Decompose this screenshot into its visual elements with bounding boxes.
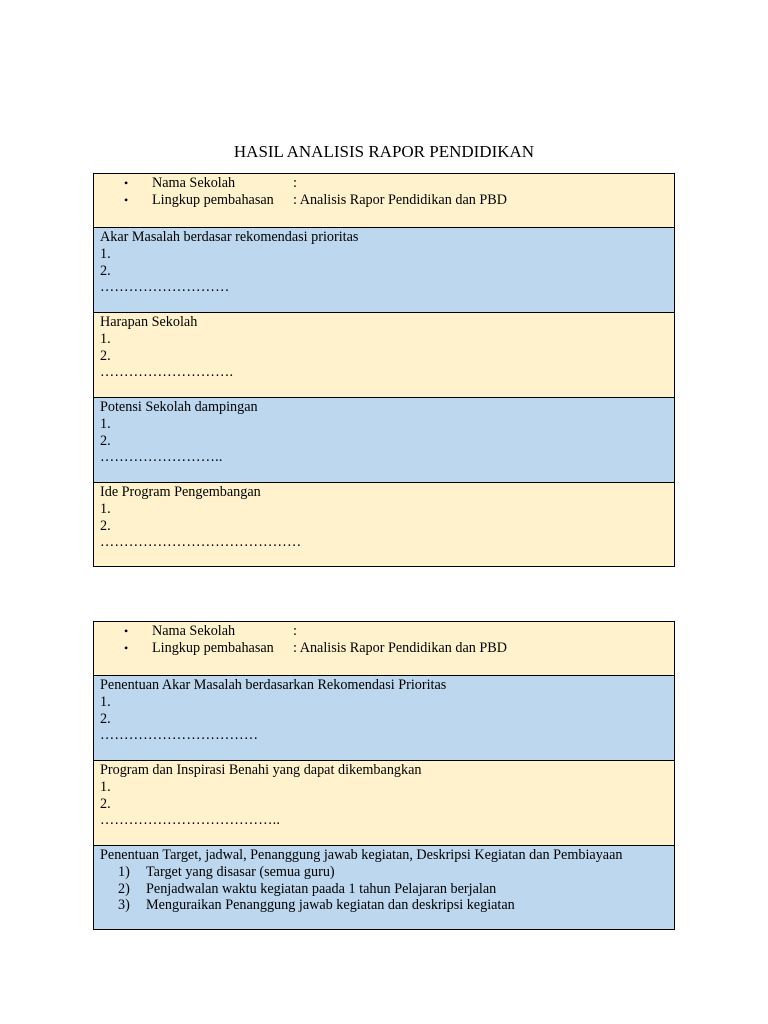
list-item: 2.	[100, 347, 111, 364]
bullet-icon: •	[124, 624, 129, 638]
list-item: 1.	[100, 500, 111, 517]
section-heading: Program dan Inspirasi Benahi yang dapat dikembangkan	[100, 762, 422, 778]
scope-item	[100, 192, 668, 209]
bullet-icon: •	[124, 176, 129, 190]
school-name-value: :	[293, 623, 297, 639]
section-heading: Akar Masalah berdasar rekomendasi prioritas	[100, 229, 359, 245]
scope-value: : Analisis Rapor Pendidikan dan PBD	[293, 191, 507, 208]
school-info-cell	[94, 622, 674, 675]
list-item: 2.	[100, 795, 111, 812]
scope-label: Lingkup pembahasan	[152, 639, 274, 656]
list-item: 1.	[100, 778, 111, 795]
section-school-expectations	[94, 312, 674, 397]
list-item: 2.	[100, 262, 111, 279]
school-name-label: Nama Sekolah	[152, 623, 236, 639]
list-item: 2.	[100, 710, 111, 727]
school-name-item	[100, 175, 668, 192]
section-root-cause-determination	[94, 675, 674, 760]
list-item	[118, 897, 668, 914]
list-number: 1)	[118, 863, 130, 880]
document-title: HASIL ANALISIS RAPOR PENDIDIKAN	[233, 142, 535, 161]
scope-item	[100, 640, 668, 657]
list-item: 1.	[100, 330, 111, 347]
section-targets-schedule	[94, 845, 674, 929]
fill-in-dots: ……………………………	[100, 727, 259, 744]
numbered-list	[100, 864, 668, 914]
school-name-label: Nama Sekolah	[152, 175, 236, 191]
bullet-icon: •	[124, 192, 129, 207]
fill-in-dots: ……………………………………	[100, 534, 302, 551]
section-school-potential	[94, 397, 674, 482]
bullet-icon: •	[124, 640, 129, 655]
list-text: Penjadwalan waktu kegiatan paada 1 tahun Pelajaran berjalan	[146, 880, 497, 897]
section-program-ideas	[94, 482, 674, 566]
scope-label: Lingkup pembahasan	[152, 191, 274, 208]
analysis-table-2	[93, 621, 675, 930]
section-heading: Potensi Sekolah dampingan	[100, 399, 258, 415]
list-item: 1.	[100, 245, 111, 262]
fill-in-dots: ………………………	[100, 279, 230, 296]
list-item: 1.	[100, 693, 111, 710]
school-info-cell	[94, 174, 674, 227]
list-item: 1.	[100, 415, 111, 432]
list-item: 2.	[100, 517, 111, 534]
list-number: 3)	[118, 897, 130, 914]
list-item	[118, 881, 668, 898]
school-name-item	[100, 623, 668, 640]
section-heading: Penentuan Akar Masalah berdasarkan Rekomendasi Prioritas	[100, 677, 447, 693]
fill-in-dots: ………………………………..	[100, 812, 281, 829]
list-text: Menguraikan Penanggung jawab kegiatan dan deskripsi kegiatan	[146, 897, 515, 914]
analysis-table-1	[93, 173, 675, 567]
scope-value: : Analisis Rapor Pendidikan dan PBD	[293, 639, 507, 656]
section-heading: Harapan Sekolah	[100, 314, 198, 330]
list-number: 2)	[118, 880, 130, 897]
list-item: 2.	[100, 432, 111, 449]
section-heading: Ide Program Pengembangan	[100, 484, 261, 500]
section-root-cause	[94, 227, 674, 312]
fill-in-dots: ……………………….	[100, 364, 234, 381]
fill-in-dots: ……………………..	[100, 449, 223, 466]
section-heading: Penentuan Target, jadwal, Penanggung jawab kegiatan, Deskripsi Kegiatan dan Pembiayaan	[100, 847, 623, 863]
school-name-value: :	[293, 175, 297, 191]
section-programs-inspiration	[94, 760, 674, 845]
list-text: Target yang disasar (semua guru)	[146, 863, 335, 880]
list-item	[118, 864, 668, 881]
